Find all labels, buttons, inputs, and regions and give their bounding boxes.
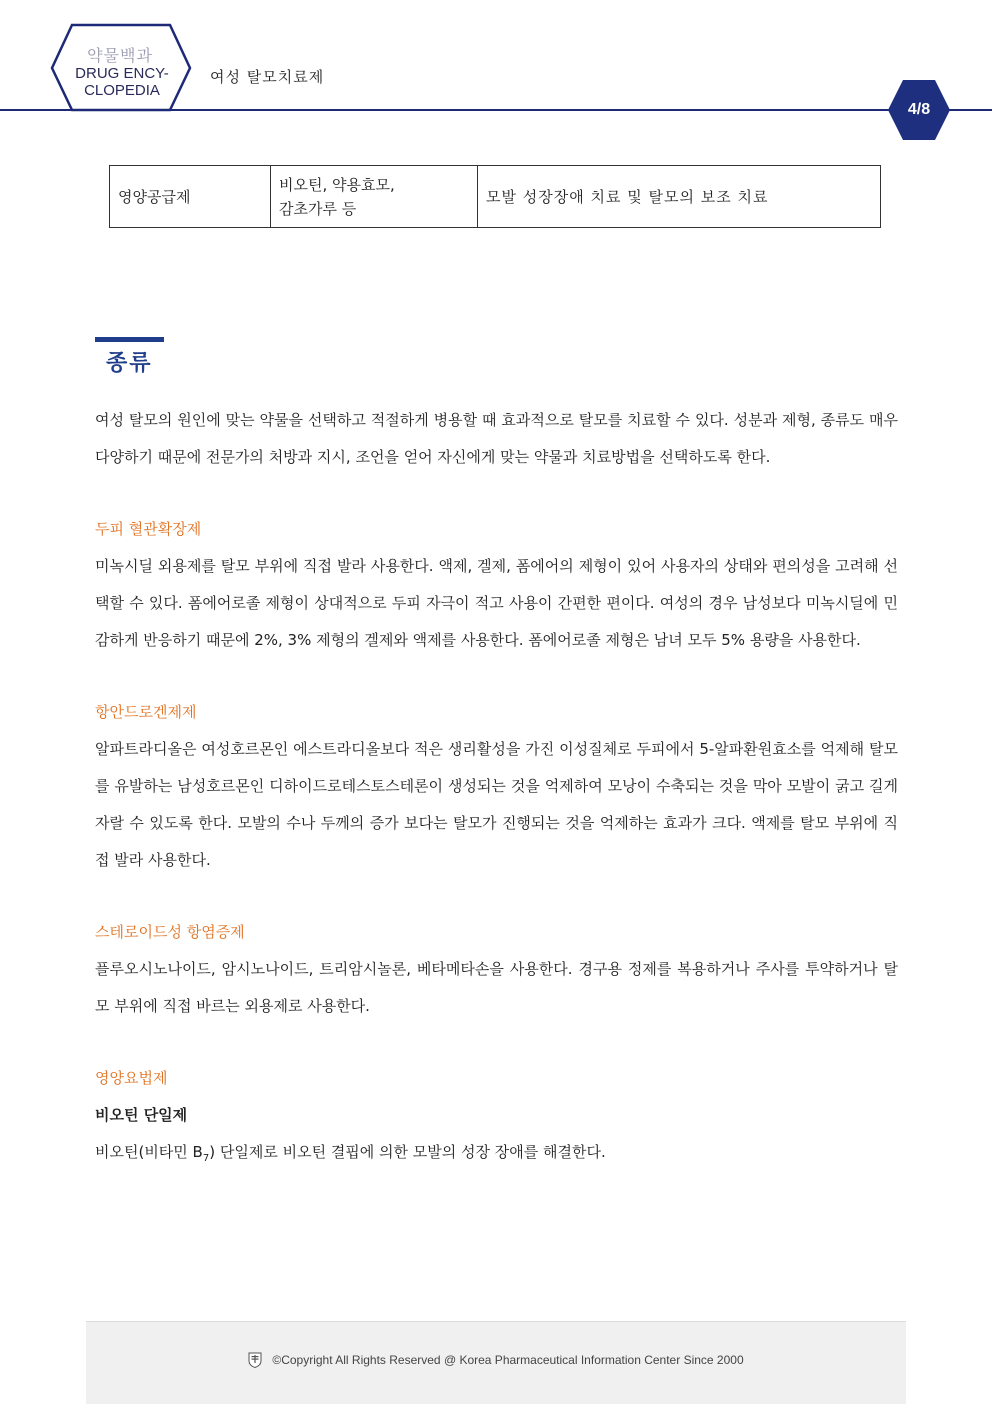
page-footer [86, 1321, 906, 1404]
subsection-text-antiandrogen: 알파트라디올은 여성호르몬인 에스트라디올보다 적은 생리활성을 가진 이성질체로 두피에서 5-알파환원효소를 억제해 탈모를 유발하는 남성호르몬인 디하이드로테스토스테론이 생성되는 것을 억제하여 모낭이 수축되는 것을 막아 모발이 굵고 길게 자랄 수 있도록 한다. 모발의 수나 두께의 증가 보다는 탈모가 진행되는 것을 억제하는 효과가 크다. 액제를 탈모 부위에 직접 발라 사용한다. [95, 740, 898, 869]
document-title: 여성 탈모치료제 [210, 68, 325, 86]
subsection-subheading-biotin: 비오틴 단일제 [95, 1106, 188, 1124]
subsection-text-biotin [95, 1134, 898, 1177]
subsection-heading-vasodilator: 두피 혈관확장제 [95, 520, 202, 538]
table-cell-drugs [271, 166, 478, 228]
subsection-text-vasodilator: 미녹시딜 외용제를 탈모 부위에 직접 발라 사용한다. 액제, 겔제, 폼에어의 제형이 있어 사용자의 상태와 편의성을 고려해 선택할 수 있다. 폼에어로졸 제형이 상대적으로 두피 자극이 적고 사용이 간편한 편이다. 여성의 경우 남성보다 미녹시딜에 민감하게 반응하기 때문에 2%, 3% 제형의 겔제와 액제를 사용한다. 폼에어로졸 제형은 남녀 모두 5% 용량을 사용한다. [95, 557, 898, 649]
logo-english [72, 65, 172, 99]
biotin-text-after: ) 단일제로 비오틴 결핍에 의한 모발의 성장 장애를 해결한다. [209, 1143, 606, 1161]
table-row [110, 166, 881, 228]
subsection-heading-steroid: 스테로이드성 항염증제 [95, 923, 245, 941]
organization-emblem-icon [248, 1352, 262, 1368]
logo-english-line2: CLOPEDIA [84, 82, 160, 99]
table-cell-drugs-line2: 감초가루 등 [279, 199, 357, 218]
logo-english-line1: DRUG ENCY- [75, 65, 169, 82]
subsection-heading-antiandrogen: 항안드로겐제제 [95, 703, 197, 721]
biotin-text-subscript: 7 [202, 1153, 210, 1164]
page-header [0, 0, 992, 140]
intro-paragraph: 여성 탈모의 원인에 맞는 약물을 선택하고 적절하게 병용할 때 효과적으로 탈모를 치료할 수 있다. 성분과 제형, 종류도 매우 다양하기 때문에 전문가의 처방과 지시, 조언을 얻어 자신에게 맞는 약물과 치료방법을 선택하도록 한다. [95, 411, 898, 466]
table-cell-drugs-line1: 비오틴, 약용효모, [279, 175, 395, 194]
subsection-heading-nutrition: 영양요법제 [95, 1069, 168, 1087]
footer-content [86, 1352, 906, 1368]
page-number-badge: 4/8 [907, 101, 931, 118]
biotin-text-before: 비오틴(비타민 B [95, 1143, 203, 1161]
subsection-text-steroid: 플루오시노나이드, 암시노나이드, 트리암시놀론, 베타메타손을 사용한다. 경구용 정제를 복용하거나 주사를 투약하거나 탈모 부위에 직접 바르는 외용제로 사용한다. [95, 960, 898, 1015]
table-cell-category: 영양공급제 [110, 166, 271, 228]
logo-korean: 약물백과 [87, 46, 153, 65]
table-cell-effect: 모발 성장장애 치료 및 탈모의 보조 치료 [478, 166, 881, 228]
section-content [95, 402, 898, 1177]
footer-copyright: ©Copyright All Rights Reserved @ Korea Pharmaceutical Information Center Since 2000 [272, 1353, 744, 1367]
drug-type-table [109, 165, 881, 228]
section-accent-bar [95, 337, 164, 342]
section-title: 종류 [106, 351, 153, 376]
